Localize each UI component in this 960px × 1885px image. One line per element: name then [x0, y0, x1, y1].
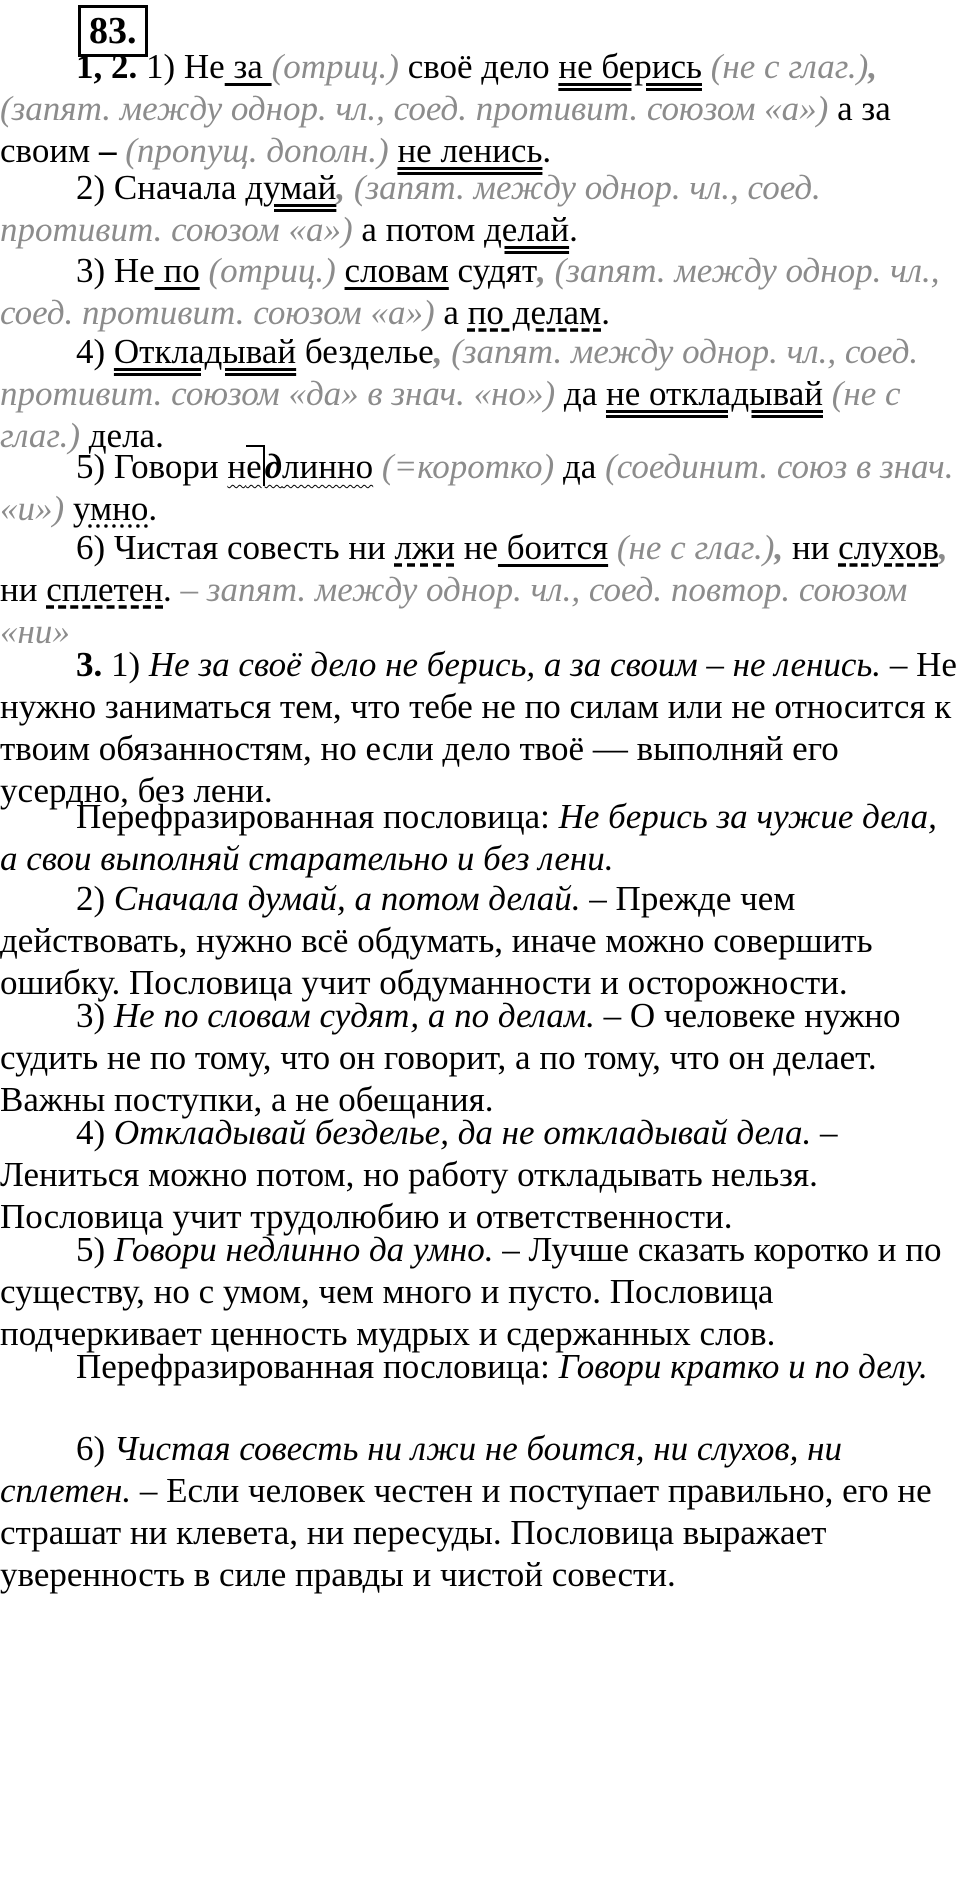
text-run: .: [148, 489, 158, 528]
text-run: линно: [282, 447, 374, 486]
text-run: за: [224, 47, 272, 86]
part1-item-3: [0, 250, 960, 334]
item-number: 1): [111, 645, 141, 684]
item-number: 2): [76, 879, 106, 918]
text-run: не ленись: [397, 131, 543, 170]
grammar-note: (запят. между однор. чл., соед. противит. союзом «а»): [0, 89, 829, 128]
text-run: .: [542, 131, 552, 170]
item-number: 3): [76, 251, 106, 290]
grammar-note: (отриц.): [199, 251, 336, 290]
text-run: [336, 251, 345, 290]
text-run: .: [163, 570, 172, 609]
text-run: Откладывай: [113, 332, 297, 371]
text-run: не откладывай: [605, 374, 823, 413]
item-body: [0, 168, 821, 249]
item-body: [0, 332, 918, 455]
item-number: 5): [76, 1230, 106, 1269]
part3-label: 3.: [76, 645, 103, 684]
part3-rephrased-1: [0, 796, 960, 880]
grammar-note: (не с глаг.): [0, 374, 901, 455]
text-run: боится: [497, 528, 609, 567]
text-run: Чистая совесть ни: [113, 528, 395, 567]
grammar-note: (запят. между однор. чл., соед. противит. союзом «а»): [0, 168, 821, 249]
text-run: е: [246, 445, 265, 486]
grammar-note: (запят. между однор. чл., соед. противит. союзом «а»): [0, 251, 940, 332]
text-run: ,: [433, 332, 443, 371]
part1-item-6: [0, 527, 960, 653]
proverb: Сначала думай, а потом делай.: [113, 879, 581, 918]
item-number: 1): [146, 47, 176, 86]
item-number: 6): [76, 528, 106, 567]
grammar-note: (отриц.): [271, 47, 399, 86]
grammar-note: – запят. между однор. чл., соед. повтор. союзом «ни»: [0, 570, 908, 651]
text-run: ни: [783, 528, 839, 567]
text-run: –: [98, 131, 126, 170]
item-number: 5): [76, 447, 106, 486]
text-run: словам: [344, 251, 449, 290]
grammar-note: (не с глаг.): [608, 528, 775, 567]
item-body: [0, 445, 954, 528]
part1-item-4: [0, 331, 960, 457]
text-run: по: [154, 251, 200, 290]
text-run: не берись: [558, 47, 702, 86]
rephrased-proverb: Не берись за чужие дела, а свои выполняй старательно и без лени.: [0, 797, 937, 878]
item-body: [0, 251, 940, 332]
text-run: лжи: [394, 528, 455, 567]
part3-rephrased-5: [0, 1346, 960, 1388]
rephrased-label: Перефразированная пословица:: [76, 1347, 550, 1386]
part3-item-1: [0, 644, 960, 812]
item-number: 2): [76, 168, 106, 207]
explanation: – Лучше сказать коротко и по существу, но с умом, чем много и пусто. Пословица подчеркивает ценность мудрых и сдержанных слов.: [0, 1230, 942, 1353]
item-number: 6): [76, 1429, 106, 1468]
proverb: Чистая совесть ни лжи не боится, ни слухов, ни сплетен.: [0, 1429, 842, 1510]
text-run: Не: [183, 47, 225, 86]
grammar-note: (соединит. союз в знач. «и»): [0, 447, 954, 528]
item-number: 3): [76, 996, 106, 1035]
part3-item-2: [0, 878, 960, 1004]
text-run: [64, 489, 73, 528]
text-run: Не: [113, 251, 155, 290]
proverb: Не за своё дело не берись, а за своим – не ленись.: [148, 645, 882, 684]
text-run: ,: [938, 528, 948, 567]
text-run: а: [434, 293, 468, 332]
text-run: ,: [336, 168, 346, 207]
grammar-note: (не с глаг.): [701, 47, 869, 86]
rephrased-proverb: Говори кратко и по делу.: [558, 1347, 928, 1386]
text-run: по делам: [467, 293, 602, 332]
text-run: Сначала: [113, 168, 246, 207]
explanation: – Если человек честен и поступает правильно, его не страшат ни клевета, ни пересуды. Пословица выражает уверенность в силе правды и чистой совести.: [0, 1471, 932, 1594]
explanation: – Не нужно заниматься тем, что тебе не по силам или не относится к твоим обязанностям, но если дело твоё — выполняй его усердно, без лени.: [0, 645, 957, 810]
text-run: Говори: [113, 447, 228, 486]
grammar-note: (=коротко): [373, 447, 555, 486]
text-run: да: [554, 447, 606, 486]
exercise-number: 83.: [78, 5, 148, 57]
item-number: 4): [76, 1113, 106, 1152]
part3-item-4: [0, 1112, 960, 1238]
text-run: .: [601, 293, 610, 332]
grammar-note: (запят. между однор. чл., соед. противит. союзом «да» в знач. «но»): [0, 332, 919, 413]
proverb: Говори недлинно да умно.: [113, 1230, 494, 1269]
grammar-note: (пропущ. дополн.): [125, 131, 389, 170]
part3-item-6: [0, 1428, 960, 1596]
text-run: да: [555, 374, 606, 413]
text-run: ,: [868, 47, 878, 86]
text-run: .: [569, 210, 578, 249]
text-run: своё дело: [398, 47, 559, 86]
text-run: ,: [774, 528, 784, 567]
text-run: судят: [448, 251, 538, 290]
text-run: не: [454, 528, 498, 567]
text-run: а потом: [352, 210, 484, 249]
explanation: – О человеке нужно судить не по тому, что он говорит, а по тому, что он делает. Важны поступки, а не обещания.: [0, 996, 901, 1119]
part1-item-2: [0, 167, 960, 251]
text-run: слухов: [838, 528, 939, 567]
explanation: – Прежде чем действовать, нужно всё обдумать, иначе можно совершить ошибку. Пословица учит обдуманности и осторожности.: [0, 879, 873, 1002]
text-run: безделье: [296, 332, 434, 371]
part1-item-5: [0, 446, 960, 530]
proverb: Откладывай безделье, да не откладывай дела.: [113, 1113, 812, 1152]
part1-item-1: [0, 46, 960, 172]
rephrased-label: Перефразированная пословица:: [76, 797, 550, 836]
text-run: делай: [484, 210, 570, 249]
text-run: ,: [537, 251, 546, 290]
item-body: [0, 528, 948, 651]
text-run: н: [227, 447, 247, 486]
text-run: сплетен: [46, 570, 164, 609]
text-run: д: [264, 447, 282, 486]
text-run: а за своим: [0, 89, 891, 170]
text-run: умно: [72, 489, 149, 528]
text-run: думай: [245, 168, 337, 207]
part3-item-3: [0, 995, 960, 1121]
part3-item-5: [0, 1229, 960, 1355]
explanation: – Лениться можно потом, но работу откладывать нельзя. Пословица учит трудолюбию и ответственности.: [0, 1113, 838, 1236]
proverb: Не по словам судят, а по делам.: [113, 996, 595, 1035]
item-number: 4): [76, 332, 106, 371]
part1-label: 1, 2.: [76, 47, 138, 86]
text-run: ни: [0, 570, 47, 609]
text-run: дела.: [79, 416, 164, 455]
